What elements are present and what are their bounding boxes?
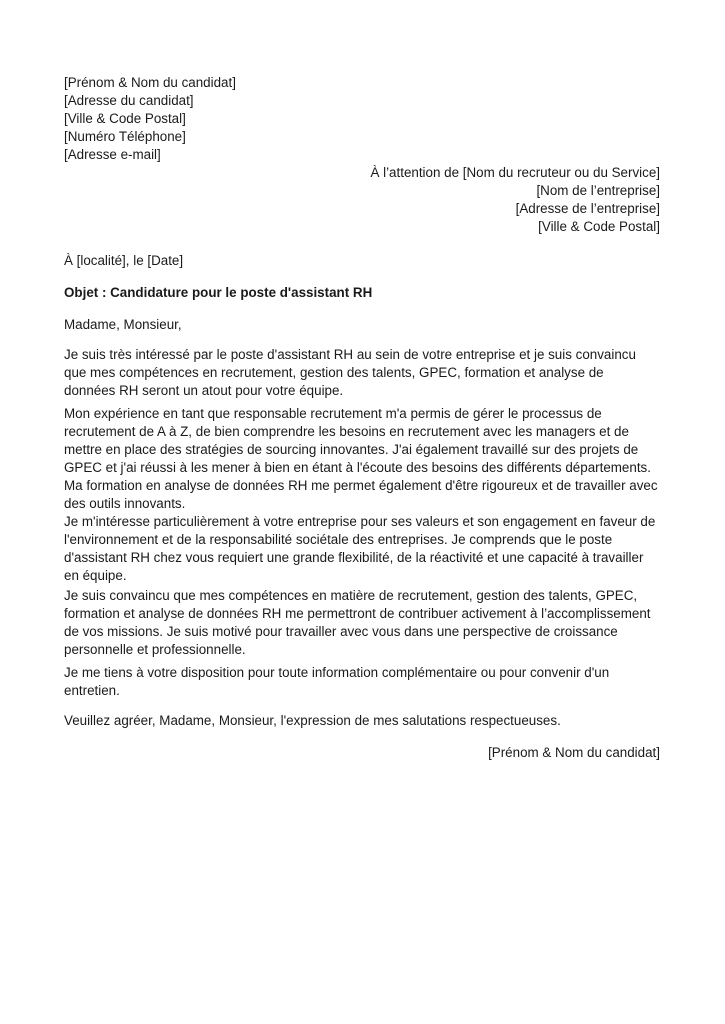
paragraph-line: d'assistant RH chez vous requiert une grande flexibilité, de la réactivité et une capacité à travailler <box>64 550 644 565</box>
paragraph-line: Mon expérience en tant que responsable recrutement m'a permis de gérer le processus de <box>64 406 602 421</box>
paragraph-line: personnelle et professionnelle. <box>64 642 246 657</box>
paragraph-line: données RH seront un atout pour votre équipe. <box>64 383 344 398</box>
paragraph-line: que mes compétences en recrutement, gestion des talents, GPEC, formation et analyse de <box>64 365 604 380</box>
signature: [Prénom & Nom du candidat] <box>488 745 660 760</box>
recipient-address: [Adresse de l’entreprise] <box>515 201 660 216</box>
paragraph-line: Ma formation en analyse de données RH me permet également d'être rigoureux et de travailler avec <box>64 478 658 493</box>
paragraph-line: l'environnement et de la responsabilité sociétale des entreprises. Je comprends que le poste <box>64 532 613 547</box>
body-paragraph-3 <box>64 513 664 585</box>
sender-name: [Prénom & Nom du candidat] <box>64 75 236 90</box>
closing-formula: Veuillez agréer, Madame, Monsieur, l'expression de mes salutations respectueuses. <box>64 713 561 728</box>
paragraph-line: mettre en place des stratégies de sourcing innovantes. J'ai également travaillé sur des projets de <box>64 442 639 457</box>
recipient-attention: À l’attention de [Nom du recruteur ou du Service] <box>370 165 660 180</box>
paragraph-line: Je me tiens à votre disposition pour toute information complémentaire ou pour convenir d'un <box>64 665 610 680</box>
body-paragraph-1 <box>64 346 664 400</box>
salutation: Madame, Monsieur, <box>64 317 182 332</box>
paragraph-line: formation et analyse de données RH me permettront de contribuer activement à l’accomplissement <box>64 606 651 621</box>
paragraph-line: GPEC et j'ai réussi à les mener à bien en étant à l'écoute des besoins des différents départements. <box>64 460 651 475</box>
recipient-city: [Ville & Code Postal] <box>538 219 660 234</box>
paragraph-line: entretien. <box>64 683 120 698</box>
body-paragraph-4 <box>64 587 664 659</box>
paragraph-line: Je m'intéresse particulièrement à votre entreprise pour ses valeurs et son engagement en faveur de <box>64 514 656 529</box>
paragraph-line: en équipe. <box>64 568 127 583</box>
recipient-company: [Nom de l’entreprise] <box>536 183 660 198</box>
sender-city: [Ville & Code Postal] <box>64 111 186 126</box>
paragraph-line: Je suis convaincu que mes compétences en matière de recrutement, gestion des talents, GPEC, <box>64 588 638 603</box>
paragraph-line: de vos missions. Je suis motivé pour travailler avec vous dans une perspective de croissance <box>64 624 618 639</box>
place-date: À [localité], le [Date] <box>64 253 184 268</box>
body-paragraph-5 <box>64 664 664 700</box>
subject-line: Objet : Candidature pour le poste d'assistant RH <box>64 285 373 300</box>
sender-address: [Adresse du candidat] <box>64 93 194 108</box>
paragraph-line: des outils innovants. <box>64 496 186 511</box>
sender-phone: [Numéro Téléphone] <box>64 129 186 144</box>
body-paragraph-2 <box>64 405 664 513</box>
paragraph-line: Je suis très intéressé par le poste d'assistant RH au sein de votre entreprise et je suis convaincu <box>64 347 636 362</box>
paragraph-line: recrutement de A à Z, de bien comprendre les besoins en recrutement avec les managers et de <box>64 424 629 439</box>
sender-email: [Adresse e-mail] <box>64 147 161 162</box>
